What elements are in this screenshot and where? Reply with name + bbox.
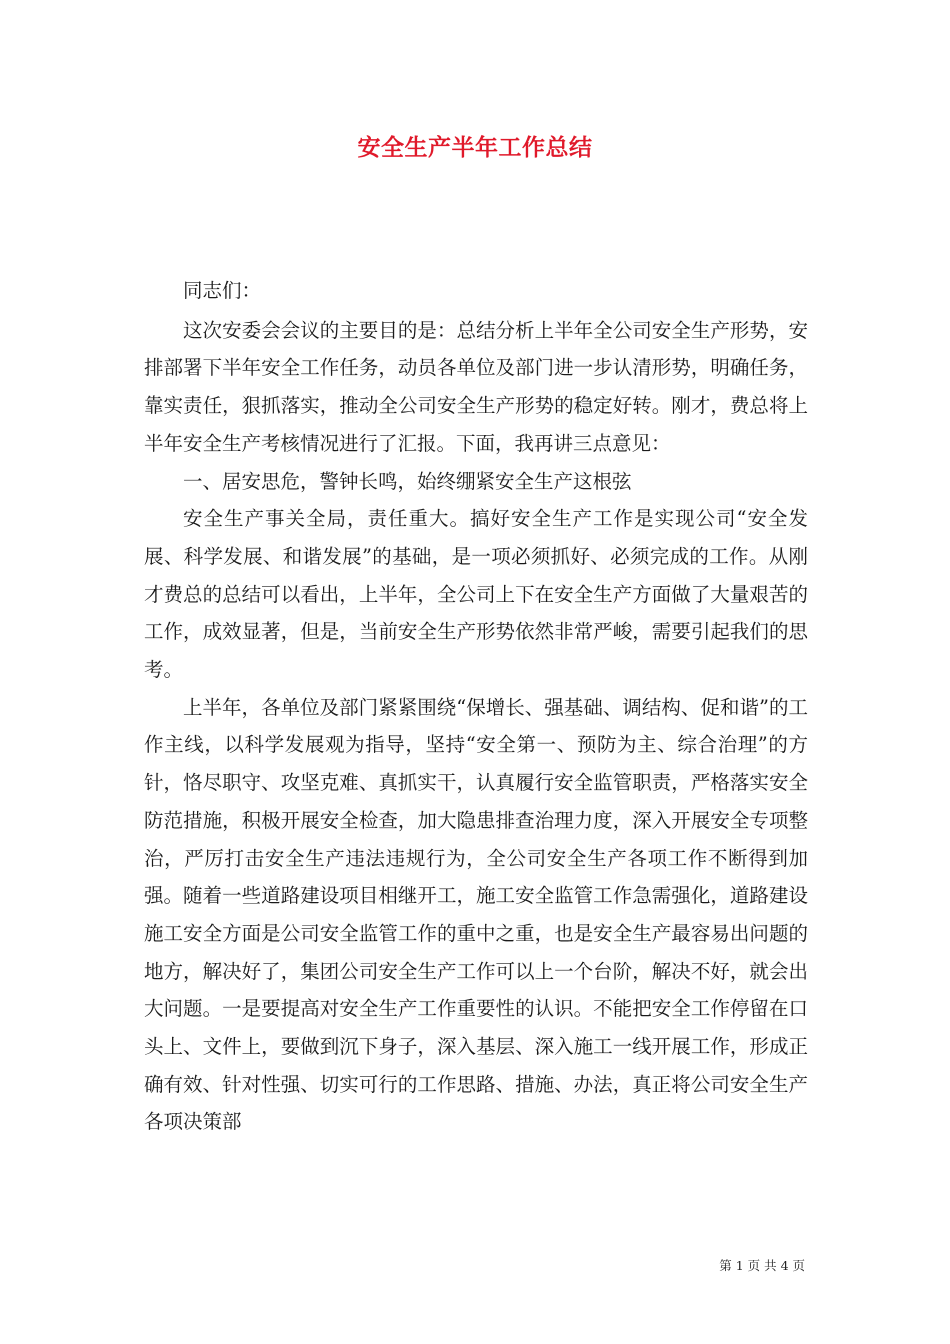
page-number: 第 1 页 共 4 页 — [719, 1258, 805, 1273]
section-heading-1: 一、居安思危，警钟长鸣，始终绷紧安全生产这根弦 — [183, 469, 632, 493]
paragraph-intro: 这次安委会会议的主要目的是：总结分析上半年全公司安全生产形势，安排部署下半年安全工作任务，动员各单位及部门进一步认清形势，明确任务，靠实责任，狠抓落实，推动全公司安全生产形势的稳定好转。刚才，费总将上半年安全生产考核情况进行了汇报。下面，我再讲三点意见： — [144, 318, 808, 455]
paragraph-greeting: 同志们： — [183, 279, 262, 302]
paragraph-section-1: 安全生产事关全局，责任重大。搞好安全生产工作是实现公司“安全发展、科学发展、和谐发展”的基础，是一项必须抓好、必须完成的工作。从刚才费总的总结可以看出，上半年，全公司上下在安全生产方面做了大量艰苦的工作，成效显著，但是，当前安全生产形势依然非常严峻，需要引起我们的思考。 — [144, 507, 808, 682]
paragraph-first-half: 上半年，各单位及部门紧紧围绕“保增长、强基础、调结构、促和谐”的工作主线，以科学发展观为指导，坚持“安全第一、预防为主、综合治理”的方针，恪尽职守、攻坚克难、真抓实干，认真履行安全监管职责，严格落实安全防范措施，积极开展安全检查，加大隐患排查治理力度，深入开展安全专项整治，严厉打击安全生产违法违规行为，全公司安全生产各项工作不断得到加强。随着一些道路建设项目相继开工，施工安全监管工作急需强化，道路建设施工安全方面是公司安全监管工作的重中之重，也是安全生产最容易出问题的地方，解决好了，集团公司安全生产工作可以上一个台阶，解决不好，就会出大问题。一是要提高对安全生产工作重要性的认识。不能把安全工作停留在口头上、文件上，要做到沉下身子，深入基层、深入施工一线开展工作，形成正确有效、针对性强、切实可行的工作思路、措施、办法，真正将公司安全生产各项决策部 — [144, 695, 808, 1134]
document-body — [144, 272, 808, 1141]
document-title: 安全生产半年工作总结 — [357, 134, 593, 161]
